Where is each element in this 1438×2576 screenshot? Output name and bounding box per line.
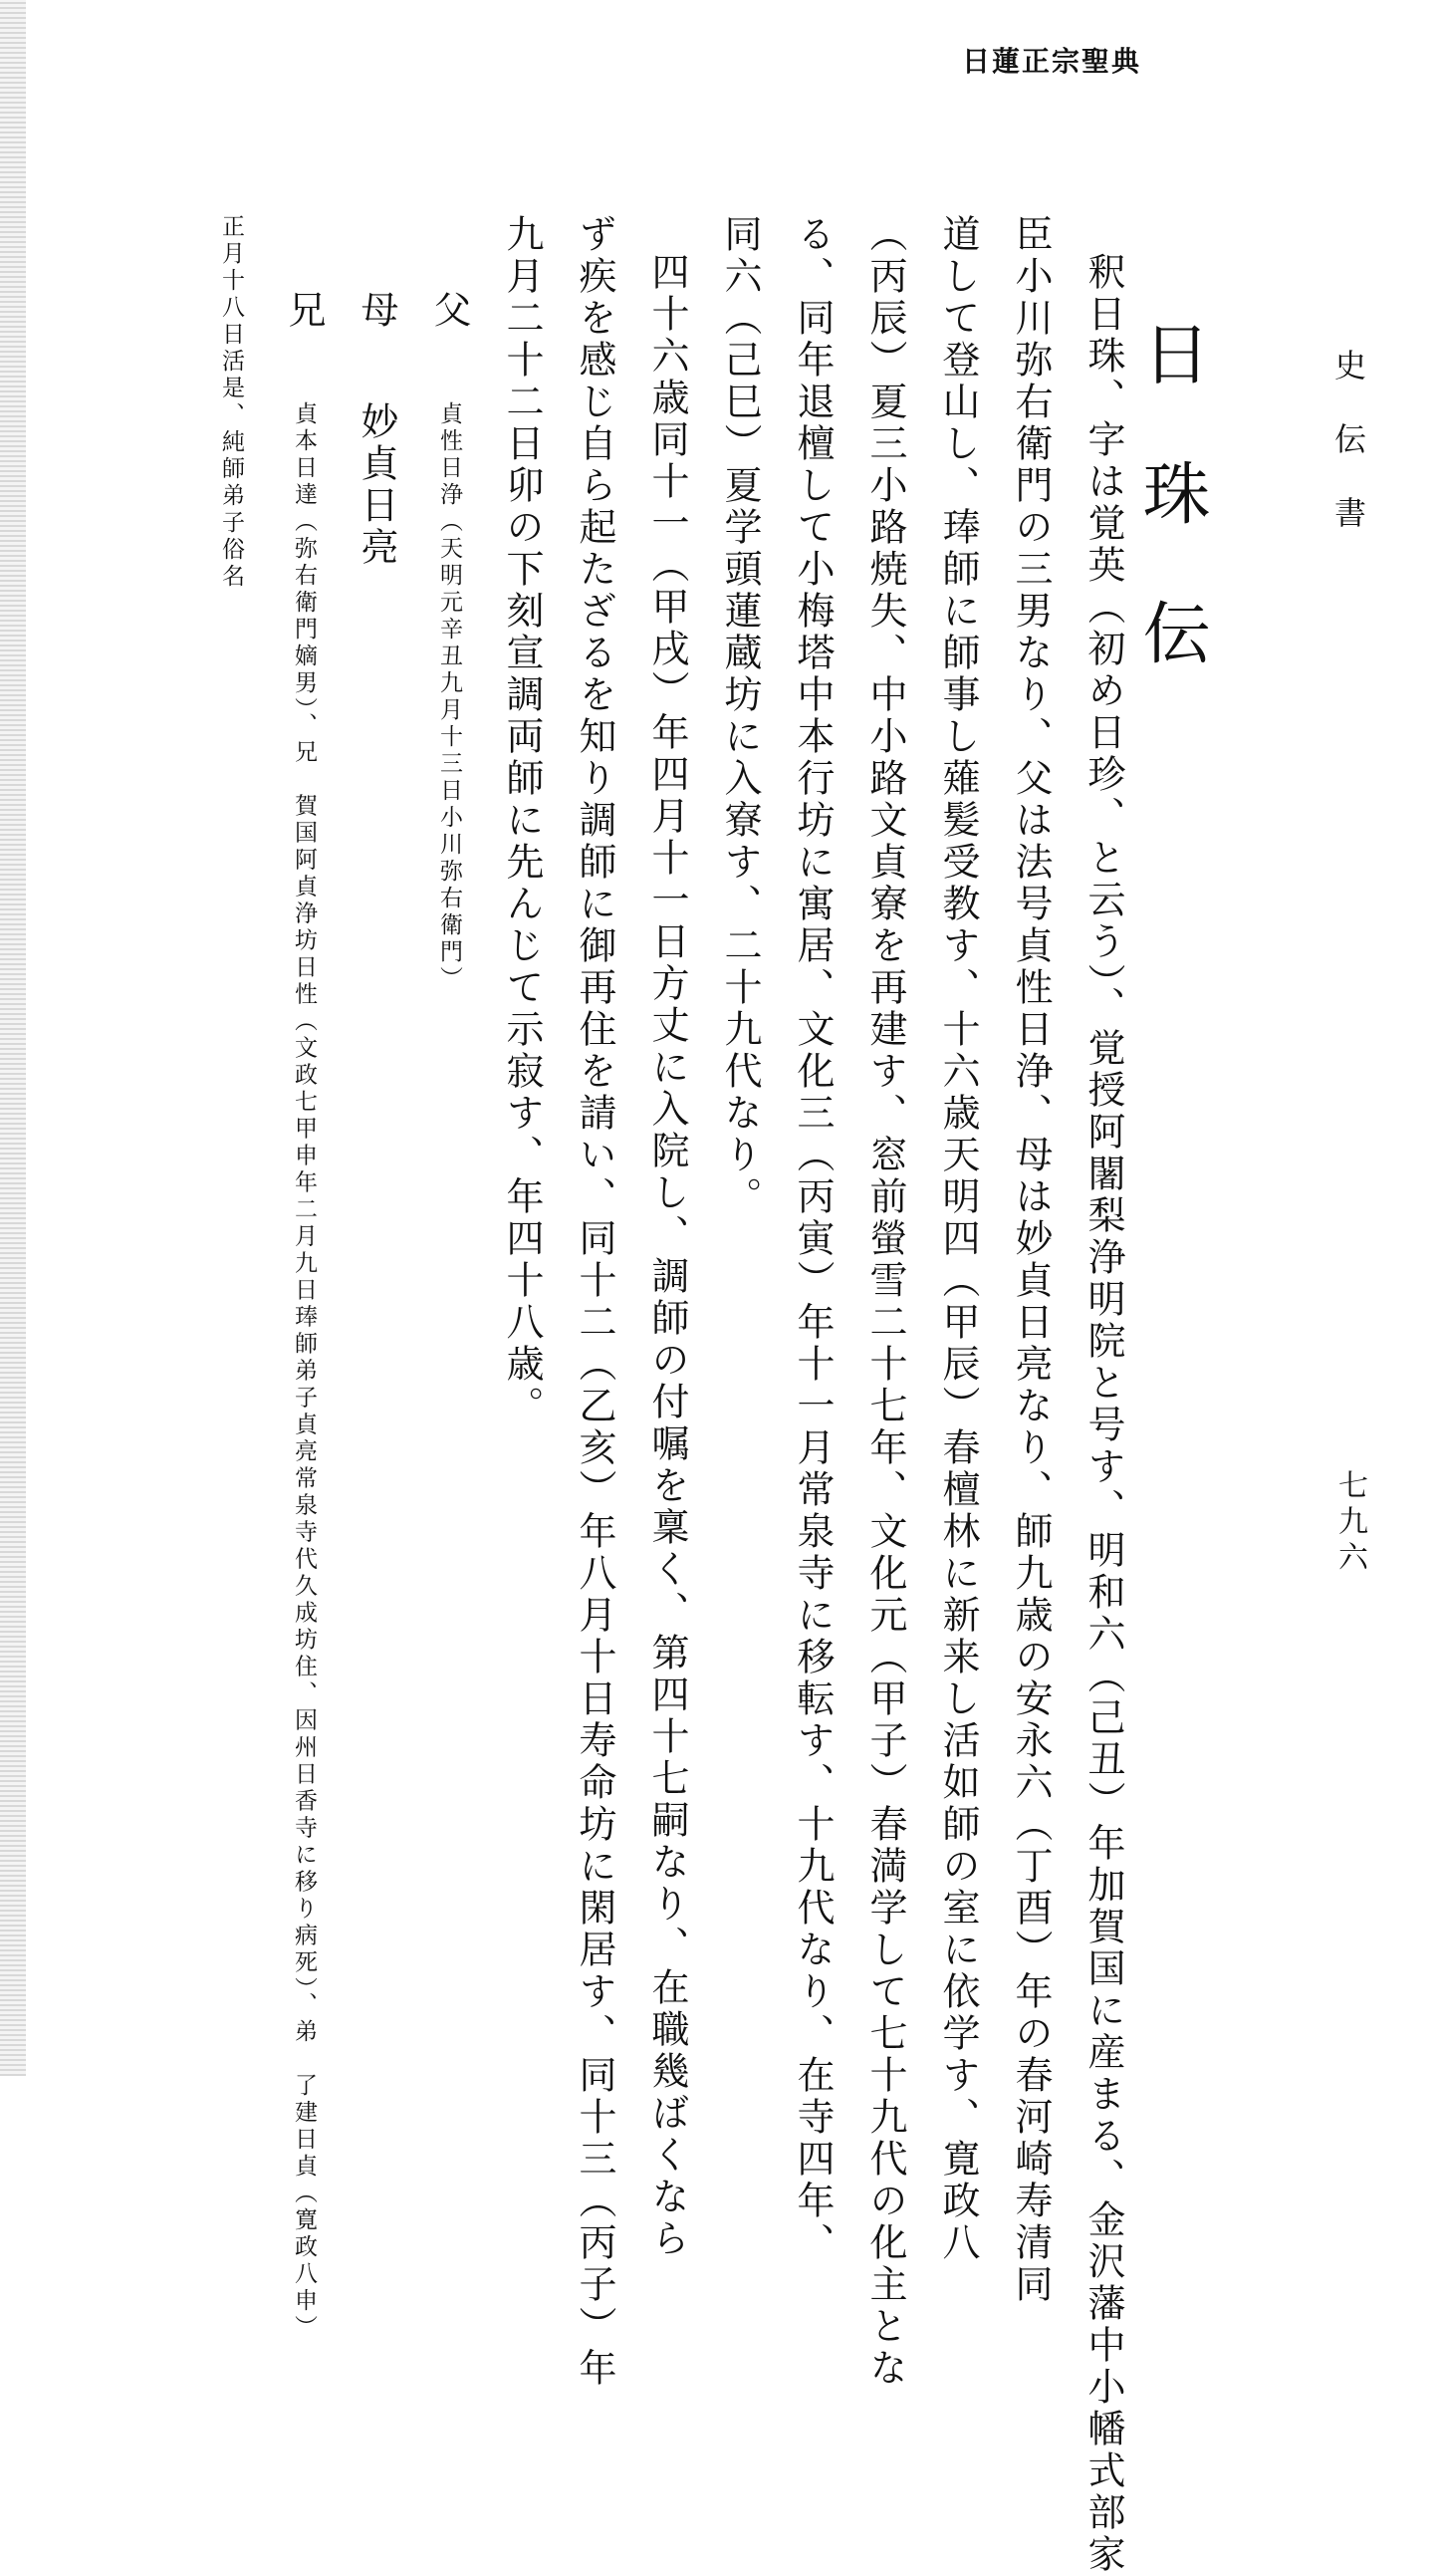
family-entry-mother bbox=[340, 214, 412, 1788]
body-line: 道して登山し、琫師に師事し薙髪受教す、十六歳天明四（甲辰）春檀林に新来し活如師の室に依学す、寛政八 bbox=[936, 214, 980, 2264]
body-line: 臣小川弥右衛門の三男なり、父は法号貞性日浄、母は妙貞日亮なり、師九歳の安永六（丁酉）年の春河崎寿清同 bbox=[1009, 214, 1053, 2306]
family-value: 妙貞日亮 bbox=[355, 401, 398, 570]
family-note: 正月十八日活是、純師弟子俗名 bbox=[218, 214, 244, 591]
chapter-title: 日珠伝 bbox=[1131, 319, 1210, 737]
section-label: 史伝書 bbox=[1329, 349, 1367, 570]
body-line: 釈日珠、字は覚英（初め日珍、と云う）、覚授阿闍梨浄明院と号す、明和六（己丑）年加賀国に産まる、金沢藩中小幡式部家 bbox=[1081, 252, 1125, 2576]
family-value: 貞本日達（弥右衛門嫡男）、兄 賀国阿貞浄坊日性（文政七甲申年二月九日琫師弟子貞亮常泉寺代久成坊住、因州日香寺に移り病死）、弟 了建日貞（寛政八申） bbox=[291, 401, 317, 2343]
body-line: 同六（己巳）夏学頭蓮蔵坊に入寮す、二十九代なり。 bbox=[718, 214, 762, 1218]
family-entry-brother bbox=[267, 214, 340, 2343]
book-title: 日蓮正宗聖典 bbox=[961, 45, 1141, 78]
body-line: 四十六歳同十一（甲戌）年四月十一日方丈に入院し、調師の付嘱を稟く、第四十七嗣なり、在職幾ばくなら bbox=[645, 252, 689, 2260]
family-value: 貞性日浄（天明元辛丑九月十三日小川弥右衛門） bbox=[436, 401, 462, 994]
body-line: （丙辰）夏三小路焼失、中小路文貞寮を再建す、窓前螢雪二十七年、文化元（甲子）春満学して七十九代の化主とな bbox=[863, 214, 907, 2390]
body-line: ず疾を感じ自ら起たざるを知り調師に御再住を請い、同十二（乙亥）年八月十日寿命坊に閑居す、同十三（丙子）年 bbox=[573, 214, 616, 2390]
body-line: 九月二十二日卯の下刻宣調両師に先んじて示寂す、年四十八歳。 bbox=[500, 214, 544, 1427]
family-entry-father bbox=[412, 214, 485, 1788]
family-label: 父 bbox=[427, 290, 471, 332]
body-text bbox=[194, 214, 1139, 2576]
page-edge bbox=[0, 0, 26, 2076]
family-label: 兄 bbox=[282, 290, 326, 332]
family-label: 母 bbox=[355, 290, 398, 332]
body-line: る、同年退檀して小梅塔中本行坊に寓居、文化三（丙寅）年十一月常泉寺に移転す、十九代なり、在寺四年、 bbox=[791, 214, 835, 2264]
page-number: 七九六 bbox=[1332, 1469, 1367, 1577]
